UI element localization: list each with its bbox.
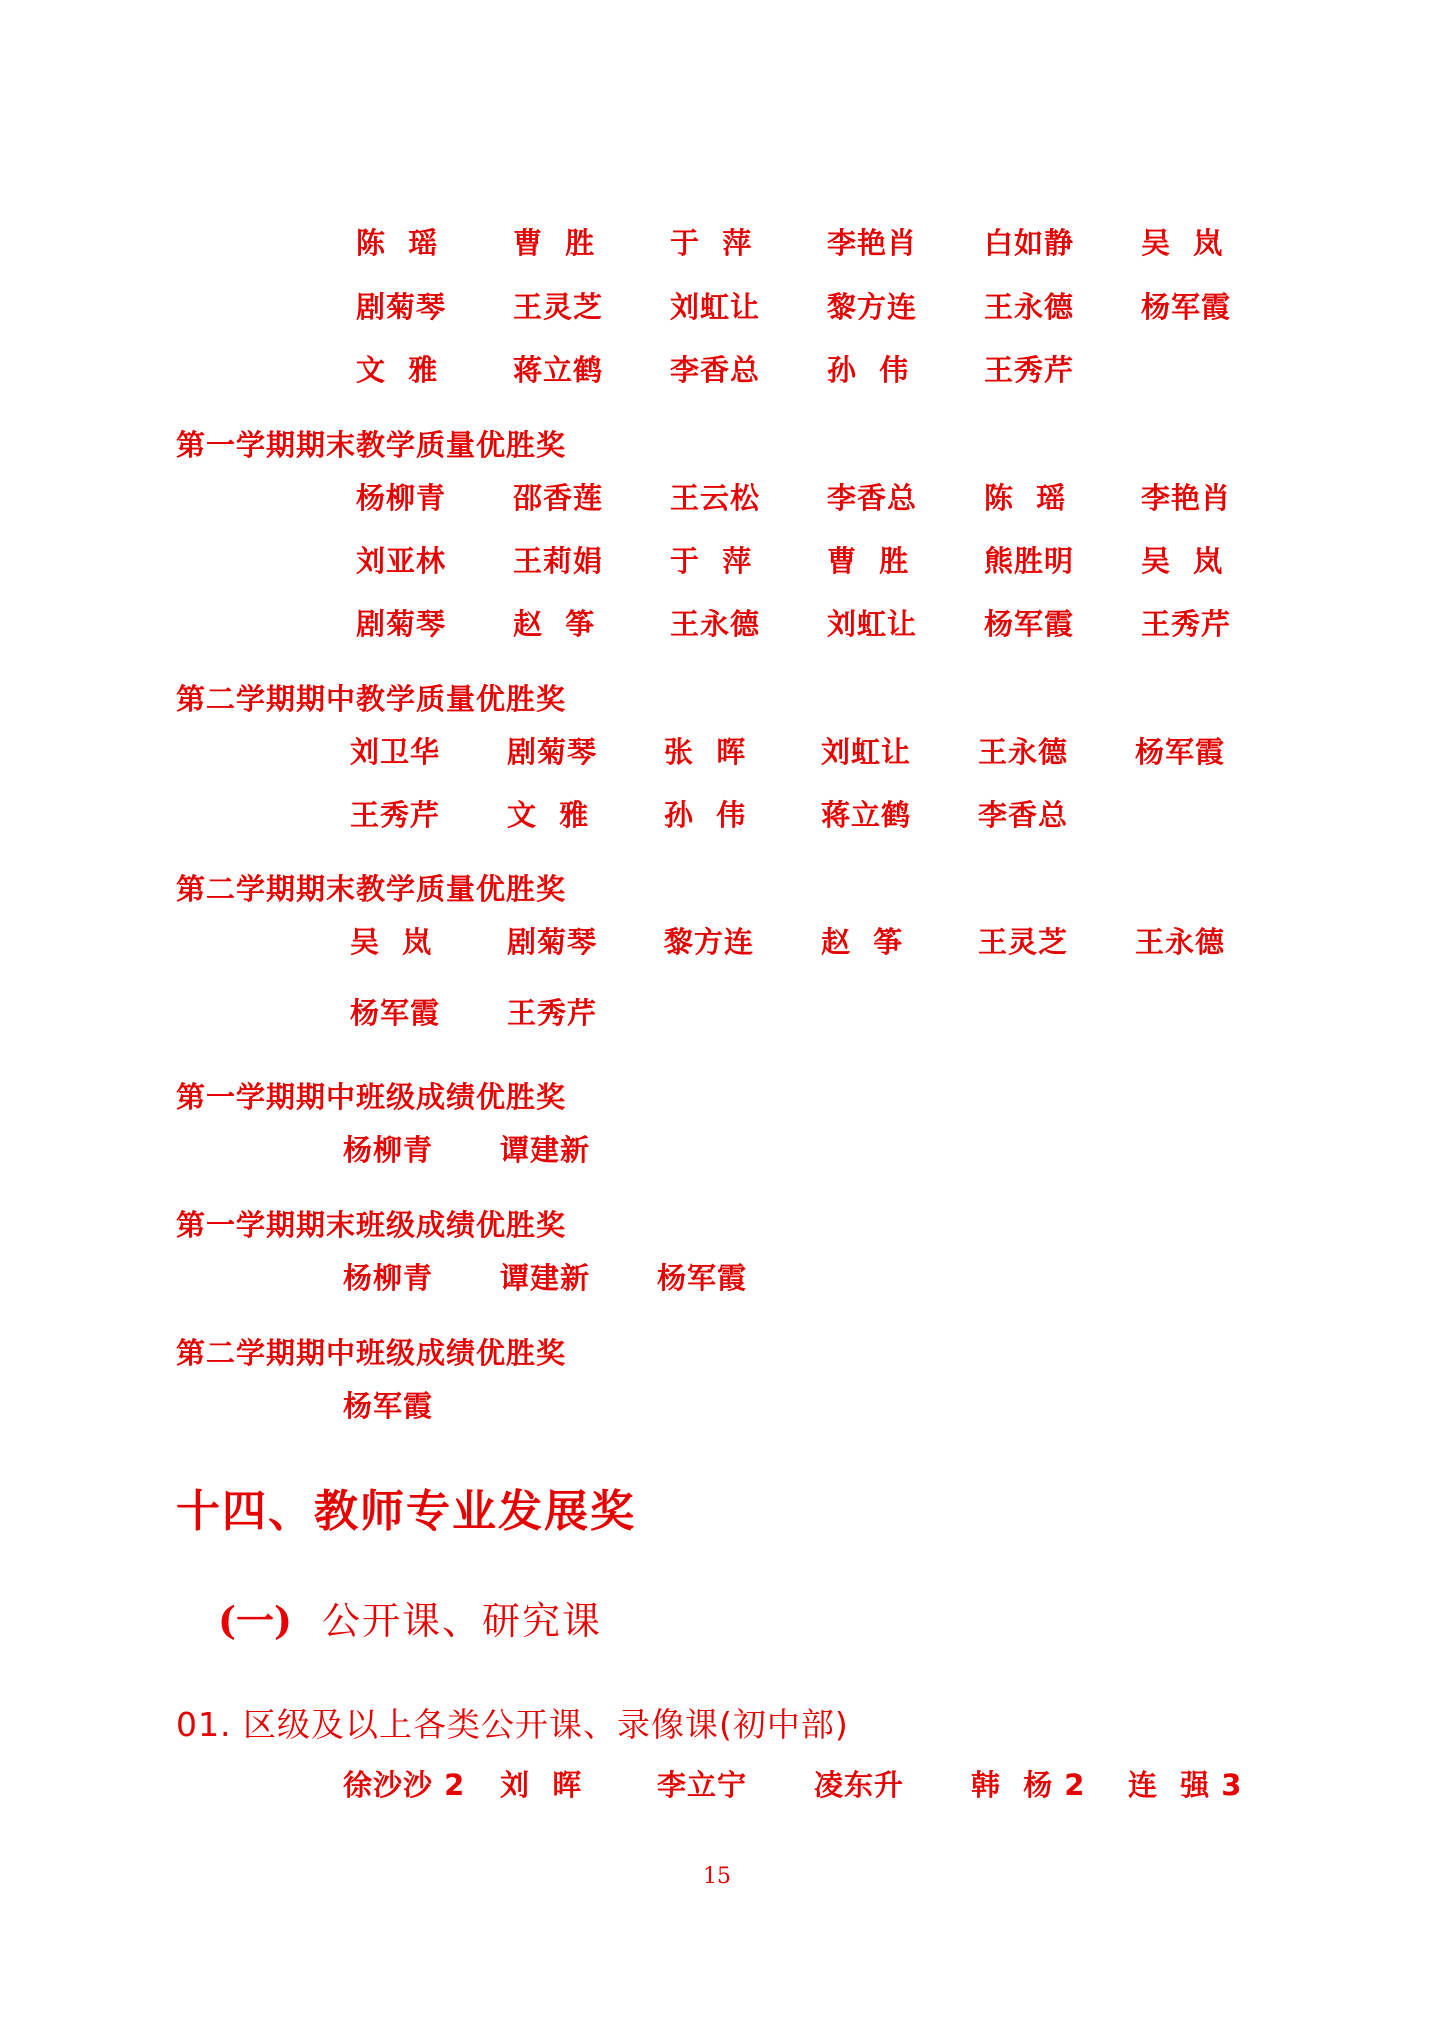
teacher-name: 杨柳青	[356, 481, 447, 515]
name-row	[356, 541, 1298, 581]
teacher-name: 王永德	[1135, 925, 1226, 959]
teacher-name: 剧菊琴	[507, 735, 598, 769]
teacher-name: 李艳肖	[827, 226, 918, 260]
teacher-name: 剧菊琴	[507, 925, 598, 959]
award-heading: 第一学期期末教学质量优胜奖	[176, 428, 567, 462]
teacher-name: 于 萍	[670, 226, 753, 260]
name-row	[350, 795, 1135, 835]
name-row	[343, 1386, 500, 1426]
name-row	[343, 1258, 814, 1298]
teacher-name: 王永德	[670, 607, 761, 641]
teacher-name: 蒋立鹤	[513, 353, 604, 387]
teacher-name: 黎方连	[664, 925, 755, 959]
teacher-name: 吴 岚	[1141, 544, 1224, 578]
teacher-name: 陈 瑶	[356, 226, 439, 260]
teacher-name: 李香总	[978, 798, 1069, 832]
teacher-name: 王灵芝	[513, 290, 604, 324]
teacher-name: 杨军霞	[1141, 290, 1232, 324]
name-row	[356, 604, 1298, 644]
teacher-name: 孙 伟	[664, 798, 747, 832]
teacher-name: 黎方连	[827, 290, 918, 324]
name-row	[356, 350, 1141, 390]
teacher-name: 谭建新	[500, 1261, 591, 1295]
teacher-name: 王永德	[984, 290, 1075, 324]
teacher-name: 张 晖	[664, 735, 747, 769]
name-row	[350, 732, 1292, 772]
teacher-name: 文 雅	[507, 798, 590, 832]
teacher-name: 刘虹让	[821, 735, 912, 769]
teacher-name: 刘亚林	[356, 544, 447, 578]
award-heading: 第一学期期末班级成绩优胜奖	[176, 1208, 567, 1242]
name-row	[356, 287, 1298, 327]
subsection-number: (一)	[218, 1598, 292, 1643]
teacher-name: 王秀芹	[350, 798, 441, 832]
teacher-name: 杨柳青	[343, 1133, 434, 1167]
teacher-name: 曹 胜	[827, 544, 910, 578]
section-title: 十四、教师专业发展奖	[176, 1486, 636, 1537]
teacher-name: 韩 杨 2	[971, 1768, 1086, 1802]
teacher-name: 凌东升	[814, 1768, 905, 1802]
teacher-name: 杨军霞	[350, 996, 441, 1030]
name-row	[350, 993, 664, 1033]
teacher-name: 谭建新	[500, 1133, 591, 1167]
teacher-name: 杨柳青	[343, 1261, 434, 1295]
teacher-name: 吴 岚	[350, 925, 433, 959]
teacher-name: 文 雅	[356, 353, 439, 387]
teacher-name: 孙 伟	[827, 353, 910, 387]
subsection-title	[218, 1595, 602, 1647]
teacher-name: 陈 瑶	[984, 481, 1067, 515]
teacher-name: 李香总	[827, 481, 918, 515]
teacher-name: 赵 筝	[513, 607, 596, 641]
teacher-name: 李立宁	[657, 1768, 748, 1802]
teacher-name: 曹 胜	[513, 226, 596, 260]
teacher-name: 王秀芹	[984, 353, 1075, 387]
teacher-name: 刘卫华	[350, 735, 441, 769]
name-row	[343, 1765, 1285, 1805]
teacher-name: 王秀芹	[507, 996, 598, 1030]
award-heading: 第二学期期中班级成绩优胜奖	[176, 1336, 567, 1370]
teacher-name: 于 萍	[670, 544, 753, 578]
teacher-name: 赵 筝	[821, 925, 904, 959]
teacher-name: 徐沙沙 2	[343, 1768, 466, 1802]
name-row	[343, 1130, 657, 1170]
teacher-name: 王莉娟	[513, 544, 604, 578]
teacher-name: 剧菊琴	[356, 607, 447, 641]
name-row	[350, 922, 1292, 962]
teacher-name: 李香总	[670, 353, 761, 387]
teacher-name: 刘 晖	[500, 1768, 583, 1802]
teacher-name: 杨军霞	[1135, 735, 1226, 769]
name-row	[356, 478, 1298, 518]
name-row	[356, 223, 1298, 263]
teacher-name: 剧菊琴	[356, 290, 447, 324]
teacher-name: 邵香莲	[513, 481, 604, 515]
item-title: 01. 区级及以上各类公开课、录像课(初中部)	[176, 1705, 849, 1744]
teacher-name: 王永德	[978, 735, 1069, 769]
page-number: 15	[703, 1864, 731, 1889]
teacher-name: 刘虹让	[827, 607, 918, 641]
subsection-text: 公开课、研究课	[321, 1599, 602, 1643]
teacher-name: 王云松	[670, 481, 761, 515]
teacher-name: 连 强 3	[1128, 1768, 1243, 1802]
teacher-name: 吴 岚	[1141, 226, 1224, 260]
teacher-name: 李艳肖	[1141, 481, 1232, 515]
teacher-name: 王秀芹	[1141, 607, 1232, 641]
teacher-name: 杨军霞	[984, 607, 1075, 641]
teacher-name: 熊胜明	[984, 544, 1075, 578]
award-heading: 第二学期期中教学质量优胜奖	[176, 682, 567, 716]
teacher-name: 杨军霞	[343, 1389, 434, 1423]
award-heading: 第一学期期中班级成绩优胜奖	[176, 1080, 567, 1114]
award-heading: 第二学期期末教学质量优胜奖	[176, 872, 567, 906]
teacher-name: 杨军霞	[657, 1261, 748, 1295]
teacher-name: 刘虹让	[670, 290, 761, 324]
teacher-name: 白如静	[984, 226, 1075, 260]
teacher-name: 蒋立鹤	[821, 798, 912, 832]
teacher-name: 王灵芝	[978, 925, 1069, 959]
